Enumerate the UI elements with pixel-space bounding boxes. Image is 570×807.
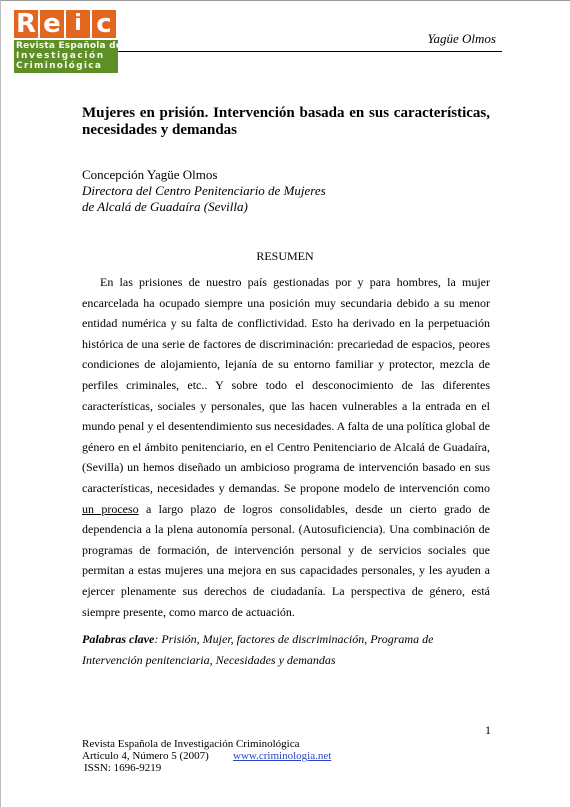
page-number: 1 <box>485 723 491 737</box>
abstract-paragraph <box>82 272 490 622</box>
keywords <box>82 629 490 670</box>
logo-letter-e: e <box>40 10 64 38</box>
logo-line-2: Investigación <box>16 51 105 61</box>
logo-letter-i: i <box>66 10 90 38</box>
header-rule <box>118 51 502 52</box>
logo-subtitle-band <box>14 40 123 73</box>
paper-title: Mujeres en prisión. Intervención basada en sus características, necesidades y demandas <box>82 105 490 138</box>
page-footer <box>82 738 482 774</box>
abstract-underlined-phrase: un proceso <box>82 501 139 516</box>
abstract-text-part-2: a largo plazo de logros consolidables, desde un cierto grado de dependencia a la plena autonomía personal. (Autosuficiencia). Una combinación de programas de formación, de intervención personal y de servicios sociales que permitan a estas mujeres una mejora en sus capacidades personales, y les ayuden a ejercer plenamente sus derechos de ciudadanía. La perspectiva de género, está siempre presente, como marco de actuación. <box>82 501 490 619</box>
logo-line-3: Criminológica <box>16 61 103 71</box>
running-head: Yagüe Olmos <box>427 31 496 46</box>
author-affiliation-line-1: Directora del Centro Penitenciario de Mujeres <box>82 183 326 198</box>
logo-letter-c: c <box>92 10 116 38</box>
author-affiliation-line-2: de Alcalá de Guadaíra (Sevilla) <box>82 199 248 214</box>
footer-journal: Revista Española de Investigación Criminológica <box>82 738 300 750</box>
keywords-label: Palabras clave <box>82 632 155 646</box>
author-name: Concepción Yagüe Olmos <box>82 167 218 182</box>
author-block <box>82 167 326 215</box>
footer-article: Artículo 4, Número 5 (2007) <box>82 750 209 762</box>
footer-website-link[interactable]: www.criminologia.net <box>233 750 332 762</box>
logo-line-1: Revista Española de <box>16 41 123 51</box>
logo-letters <box>14 10 120 38</box>
footer-issn: ISSN: 1696-9219 <box>84 762 162 774</box>
keywords-text: : Prisión, Mujer, factores de discriminación, Programa de Intervención penitenciaria, Necesidades y demandas <box>82 632 434 667</box>
abstract-text-part-1: En las prisiones de nuestro país gestionadas por y para hombres, la mujer encarcelada ha ocupado siempre una posición muy secundaria debido a su menor entidad numérica y su falta de conflictividad. Esto ha derivado en la perpetuación histórica de una serie de factores de discriminación: precariedad de espacios, peores condiciones de alojamiento, lejanía de su entorno familiar y protector, mezcla de perfiles criminales, etc.. Y sobre todo el desconocimiento de las diferentes características, sociales y personales, que las hacen vulnerables a la entrada en el mundo penal y el desentendimiento sus necesidades. A falta de una política global de género en el ámbito penitenciario, en el Centro Penitenciario de Alcalá de Guadaíra, (Sevilla) un hemos diseñado un ambicioso programa de intervención basado en sus características, necesidades y demandas. Se propone modelo de intervención como <box>82 275 490 495</box>
journal-logo <box>14 9 123 71</box>
logo-letter-r: R <box>15 9 37 39</box>
section-heading-resumen: RESUMEN <box>256 249 314 263</box>
